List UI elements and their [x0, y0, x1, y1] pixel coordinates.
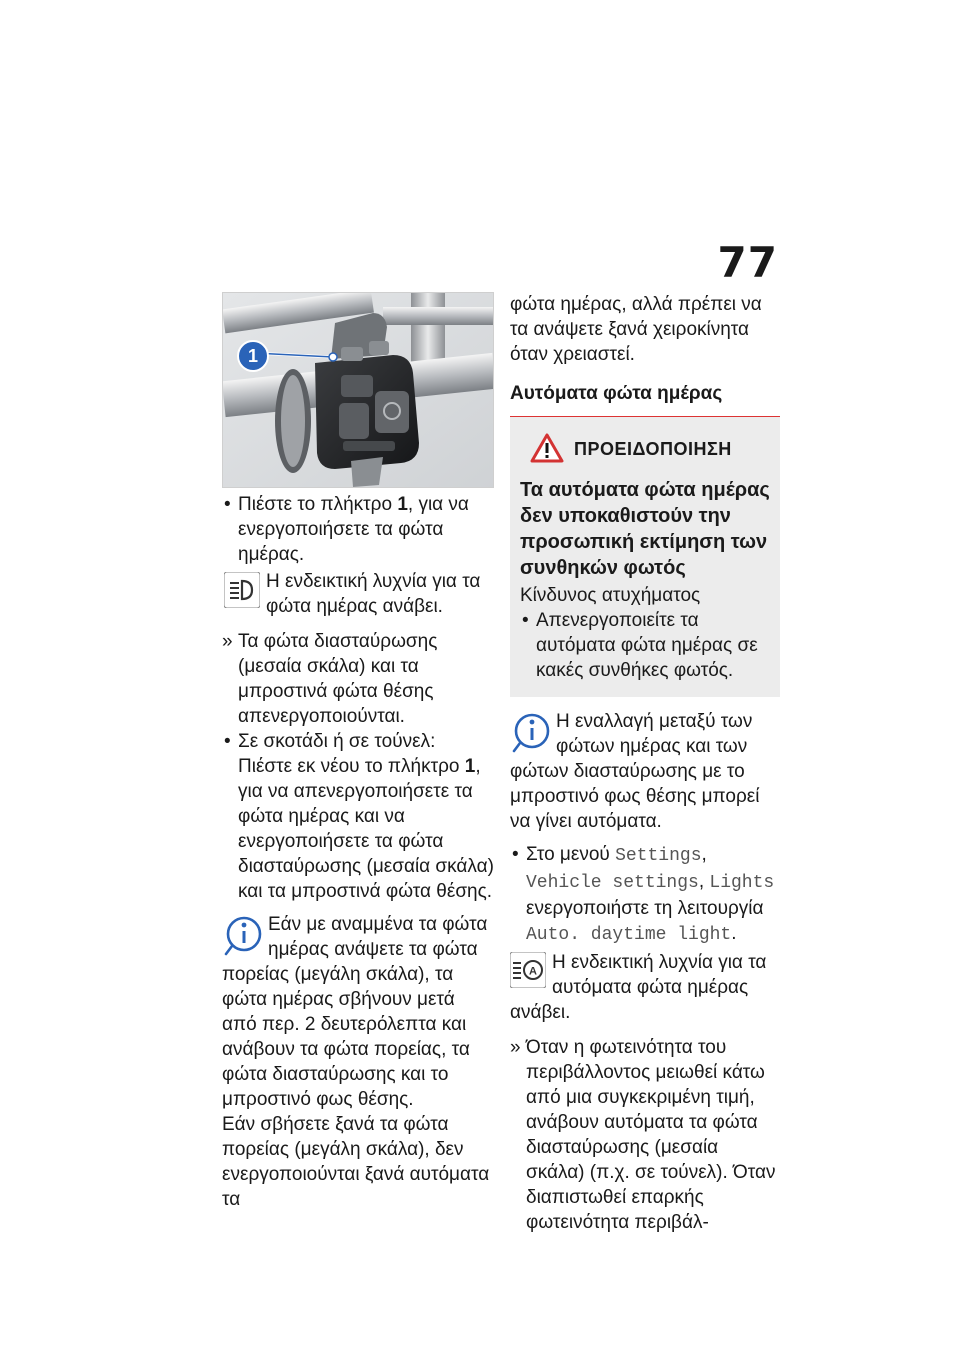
daytime-light-indicator-icon: [224, 572, 260, 608]
svg-text:A: A: [529, 965, 537, 978]
result-lights-off: » Τα φώτα διασταύρωσης (μεσαία σκάλα) και τα μπροστινά φώτα θέσης απενεργοποιούνται.: [222, 629, 494, 729]
result-auto-switch: » Όταν η φωτεινότητα του περιβάλλοντος μειωθεί κάτω από μια συγκεκριμένη τιμή, ανάβουν αυτόματα τα φώτα διασταύρωσης (μεσαία σκάλα) (π.χ. σε τούνελ). Όταν διαπιστωθεί επαρκής φωτεινότητα περιβάλ-: [510, 1035, 780, 1235]
info-note-high-beam: Εάν με αναμμένα τα φώτα ημέρας ανάψετε τα φώτα πορείας (μεγάλη σκάλα), τα φώτα ημέρας σβήνουν μετά από περ. 2 δευτερόλεπτα και ανάβουν τα φώτα πορείας, τα φώτα διασταύρωσης και το μπροστινό φως θέσης. Εάν σβήσετε ξανά τα φώτα πορείας (μεγάλη σκάλα), δεν ενεργοποιούνται ξανά αυτόματα τα: [222, 914, 490, 1210]
warning-box: [510, 417, 780, 697]
right-column: [510, 292, 780, 1235]
info-icon: [222, 912, 266, 960]
menu-settings: Settings: [615, 846, 702, 866]
instruction-enable-daytime: • Πιέστε το πλήκτρο 1, για να ενεργοποιήσετε τα φώτα ημέρας.: [222, 492, 494, 567]
warning-label: ΠΡΟΕΙΔΟΠΟΙΗΣΗ: [574, 439, 732, 459]
auto-daytime-light-indicator-icon: [510, 952, 546, 988]
menu-vehicle-settings: Vehicle settings: [526, 873, 699, 893]
instruction-menu: • Στο μενού Settings, Vehicle settings, Lights ενεργοποιήστε τη λειτουργία Auto. daytime light.: [510, 842, 780, 948]
menu-lights: Lights: [709, 873, 775, 893]
page-number: 77: [717, 238, 778, 287]
continued-text: φώτα ημέρας, αλλά πρέπει να τα ανάψετε ξανά χειροκίνητα όταν χρειαστεί.: [510, 294, 762, 365]
info-icon: [510, 709, 554, 757]
warning-action: • Απενεργοποιείτε τα αυτόματα φώτα ημέρας σε κακές συνθήκες φωτός.: [520, 608, 770, 683]
left-column: [222, 292, 494, 1212]
key-ref: 1: [464, 756, 476, 777]
section-title: Αυτόματα φώτα ημέρας: [510, 381, 780, 417]
daytime-indicator-note: Η ενδεικτική λυχνία για τα φώτα ημέρας ανάβει.: [222, 569, 494, 619]
key-ref: 1: [397, 494, 408, 515]
instruction-tunnel: • Σε σκοτάδι ή σε τούνελ: Πιέστε εκ νέου το πλήκτρο 1, για να απενεργοποιήσετε τα φώτα ημέρας και να ενεργοποιήσετε τα φώτα διασταύρωσης (μεσαία σκάλα) και τα μπροστινά φώτα θέσης.: [222, 729, 494, 904]
warning-triangle-icon: [530, 433, 564, 463]
auto-daytime-indicator-note: A Η ενδεικτική λυχνία για τα αυτόματα φώτα ημέρας ανάβει.: [510, 952, 767, 1023]
warning-risk: Κίνδυνος ατυχήματος: [520, 585, 701, 606]
warning-headline: Τα αυτόματα φώτα ημέρας δεν υποκαθιστούν την προσωπική εκτίμηση των συνθηκών φωτός: [520, 479, 770, 579]
info-note-auto-switch: Η εναλλαγή μεταξύ των φώτων ημέρας και των φώτων διασταύρωσης με το μπροστινό φως θέσης μπορεί να γίνει αυτόματα.: [510, 711, 760, 832]
callout-marker-1: 1: [237, 340, 269, 372]
menu-auto-daytime-light: Auto. daytime light: [526, 925, 732, 945]
handlebar-switch-photo: [222, 292, 494, 488]
